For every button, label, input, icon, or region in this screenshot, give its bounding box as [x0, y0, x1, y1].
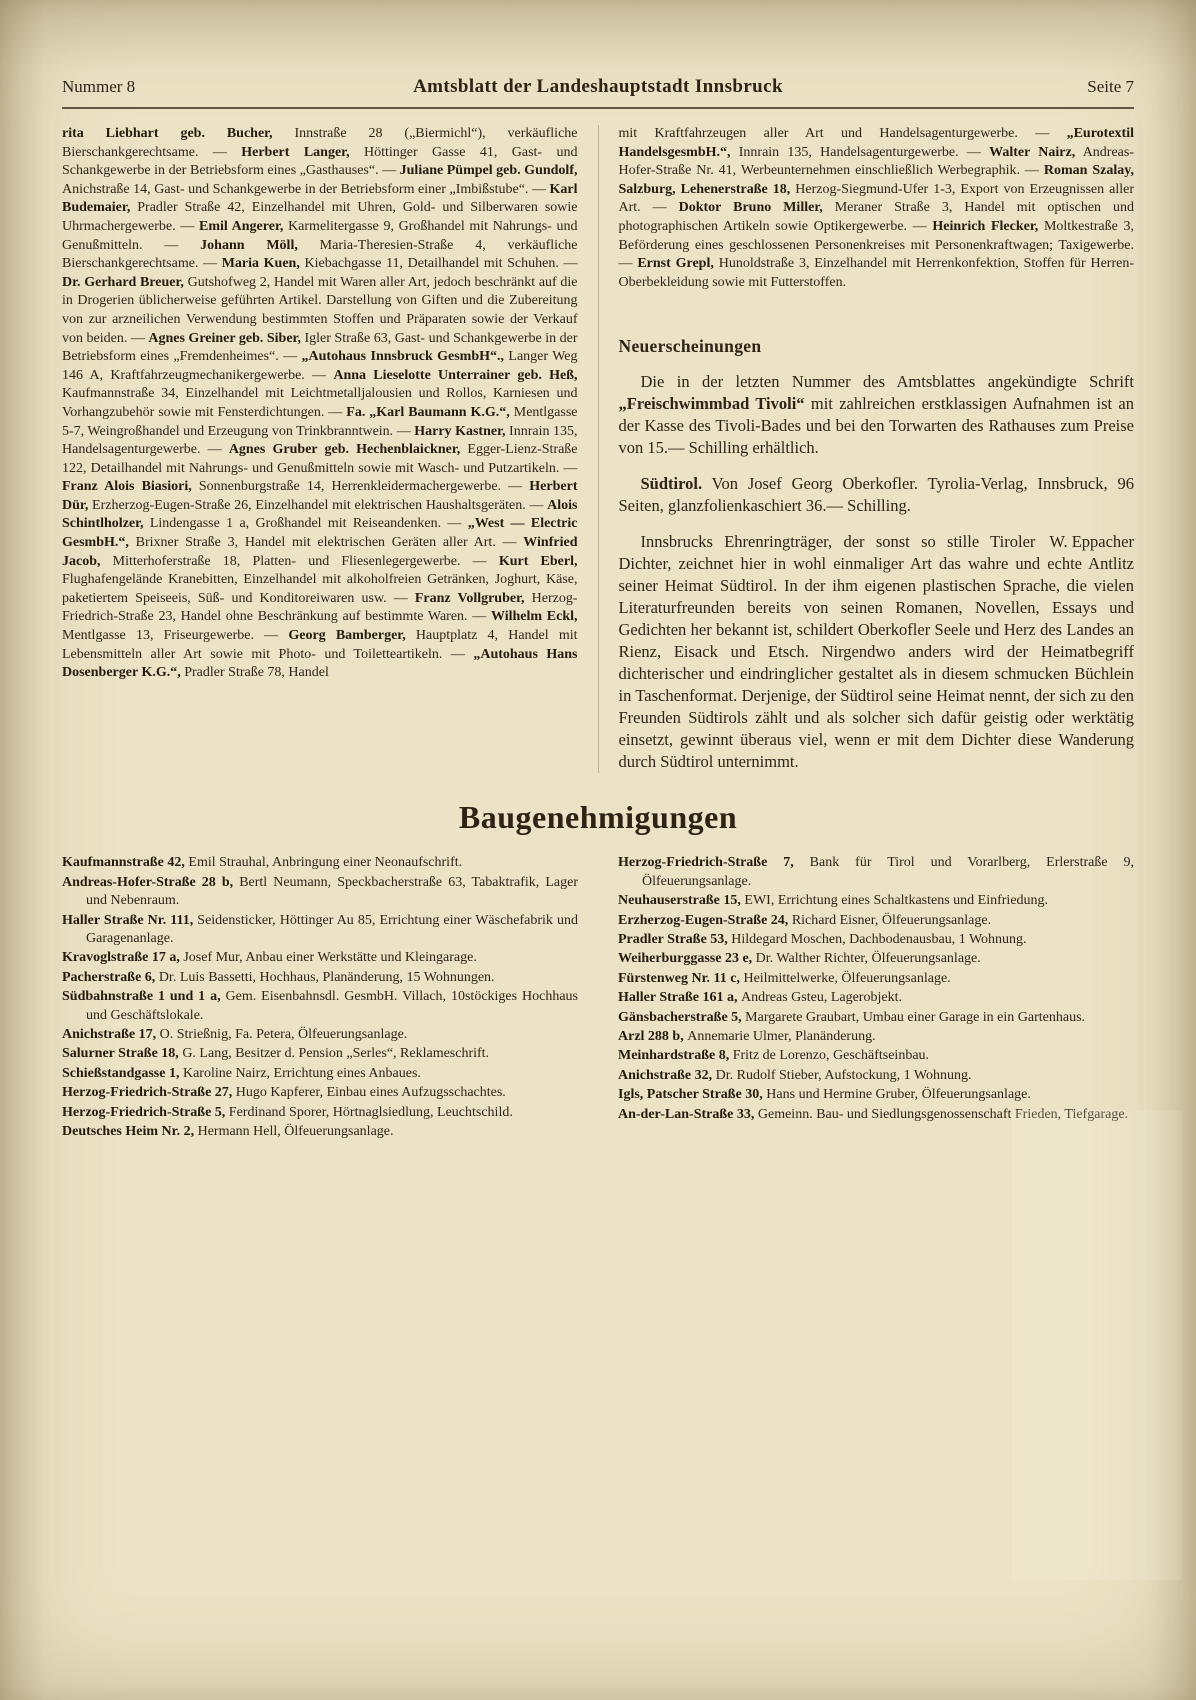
permit-description: Seidensticker, Höttinger Au 85, Errichtung einer Wäschefabrik und Garagenanlage. [86, 912, 578, 946]
entry-text: Herzog-Friedrich-Straße 23, Handel ohne Beschränkung auf bestimmte Waren. — [62, 590, 578, 625]
entry-name: „Eurotextil HandelsgesmbH.“, [618, 126, 1134, 160]
entry-name: Ernst Grepl, [637, 256, 714, 272]
entry-text: Karmelitergasse 9, Großhandel mit Nahrungs- und Genußmitteln. — [62, 218, 578, 253]
book-review [619, 531, 1135, 773]
entry-name: Franz Vollgruber, [414, 590, 525, 606]
masthead [62, 76, 1134, 98]
permit-description: Karoline Nairz, Errichtung eines Anbaues. [182, 1065, 421, 1081]
entry-text: Andreas-Hofer-Straße Nr. 41, Werbeunternehmen einschließlich Werbegraphik. — [618, 144, 1135, 179]
permits-right-column [598, 854, 1134, 1142]
permit-item [618, 854, 1134, 891]
entry-name: Agnes Gruber geb. Hechenblaickner, [228, 442, 461, 458]
entry-name: Heinrich Flecker, [932, 218, 1039, 234]
entry-name: Roman Szalay, Salzburg, Lehenerstraße 18, [618, 163, 1134, 197]
entry-text: Von Josef Georg Oberkofler. Tyrolia-Verlag, Innsbruck, 96 Seiten, glanzfolienkaschiert 36.— Schilling. [618, 474, 1134, 516]
entry-text: Flughafengelände Kranebitten, Einzelhandel mit alkoholfreien Getränken, Joghurt, Käse, paketiertem Speiseeis, Süß- und Konditoreiwaren usw. — [62, 572, 578, 606]
entry-text: Innstraße 28 („Biermichl“), verkäufliche Bierschankgerechtsame. — [62, 126, 578, 160]
entry-name: Fa. „Karl Baumann K.G.“, [346, 404, 510, 420]
permit-address: Haller Straße Nr. 111, [62, 912, 198, 928]
permit-item [62, 1104, 578, 1122]
entry-name: Dr. Gerhard Breuer, [62, 274, 184, 290]
permit-item [618, 989, 1134, 1007]
permit-description: EWI, Errichtung eines Schaltkastens und Einfriedung. [744, 893, 1049, 909]
baugenehmigungen-heading: Baugenehmigungen [458, 799, 738, 836]
page-number: Seite 7 [1087, 77, 1134, 96]
permit-address: Anichstraße 17, [62, 1027, 160, 1042]
entry-name: Südtirol. [640, 474, 703, 494]
entry-text: Lindengasse 1 a, Großhandel mit Reiseandenken. — [143, 516, 468, 532]
permit-address: Arzl 288 b, [618, 1029, 688, 1044]
permit-description: Dr. Luis Bassetti, Hochhaus, Planänderung, 15 Wohnungen. [158, 969, 495, 985]
issue-number: Nummer 8 [62, 77, 136, 96]
permit-item [62, 1123, 578, 1141]
entry-name: Johann Möll, [200, 237, 298, 253]
entry-text: Innrain 135, Handelsagenturgewerbe. — [62, 423, 578, 458]
permit-item [62, 1026, 578, 1044]
permit-item [618, 1106, 1134, 1124]
entry-text: Kaufmannstraße 34, Einzelhandel mit Leichtmetalljalousien und Rollos, Karniesen und Vorhangzubehör sowie mit Fensterdichtungen. — [62, 386, 578, 420]
permit-item [618, 970, 1134, 988]
permit-item [618, 1047, 1134, 1065]
entry-name: Harry Kastner, [414, 423, 506, 439]
scan-artifact [1012, 1110, 1182, 1580]
permit-address: Gänsbacherstraße 5, [618, 1009, 746, 1025]
permit-address: Kravoglstraße 17 a, [62, 950, 184, 966]
entry-text: mit Kraftfahrzeugen aller Art und Handelsagenturgewerbe. — [618, 126, 1067, 141]
permit-address: Erzherzog-Eugen-Straße 24, [618, 912, 792, 928]
permit-description: Hildegard Moschen, Dachbodenausbau, 1 Wohnung. [731, 931, 1027, 947]
permit-item [618, 1067, 1134, 1085]
entry-text: Hunoldstraße 3, Einzelhandel mit Herrenkonfektion, Stoffen für Herren-Oberbekleidung sowie mit Futterstoffen. [618, 256, 1135, 290]
entry-text: Mentlgasse 5-7, Weingroßhandel und Erzeugung von Trinkbranntwein. — [62, 404, 578, 439]
masthead-rule [62, 107, 1134, 109]
permit-item [62, 949, 578, 967]
permit-item [62, 1084, 578, 1102]
entry-name: „West — Electric GesmbH.“, [62, 516, 578, 551]
entry-text: Hauptplatz 4, Handel mit Lebensmitteln aller Art sowie mit Photo- und Toiletteartikeln. — [62, 628, 578, 662]
entry-name: Winfried Jacob, [62, 535, 578, 569]
permit-description: G. Lang, Besitzer d. Pension „Serles“, Reklameschrift. [182, 1046, 490, 1062]
entry-name: „Autohaus Hans Dosenberger K.G.“, [62, 646, 578, 681]
entry-text: Erzherzog-Eugen-Straße 26, Einzelhandel mit elektrischen Haushaltsgeräten. — [88, 497, 548, 513]
entry-text: Igler Straße 63, Gast- und Schankgewerbe in der Betriebsform eines „Fremdenheimes“. — [62, 330, 578, 365]
registrations-text-left [62, 125, 578, 683]
entry-text: Höttinger Gasse 41, Gast- und Schankgewerbe in der Betriebsform eines „Gasthauses“. — [62, 144, 578, 179]
permit-address: Herzog-Friedrich-Straße 7, [618, 855, 810, 871]
permit-description: Fritz de Lorenzo, Geschäftseinbau. [732, 1048, 930, 1064]
entry-text: Pradler Straße 78, Handel [180, 665, 329, 681]
registrations-text-right [619, 125, 1135, 292]
entry-text: Brixner Straße 3, Handel mit elektrischen Geräten aller Art. — [128, 535, 524, 551]
entry-text: Kiebachgasse 11, Detailhandel mit Schuhen. — [299, 256, 578, 272]
review-author: W. Eppacher [1049, 532, 1134, 552]
permit-address: Deutsches Heim Nr. 2, [62, 1124, 198, 1140]
permit-description: Dr. Rudolf Stieber, Aufstockung, 1 Wohnung. [715, 1067, 972, 1083]
entry-text: Moltkestraße 3, Beförderung eines geschlossenen Personenkreises mit Personenkraftwagen; Taxigewerbe. — [618, 218, 1134, 272]
right-column [598, 125, 1135, 773]
entry-name: Anna Lieselotte Unterrainer geb. Heß, [333, 367, 578, 383]
permit-address: Neuhauserstraße 15, [618, 893, 745, 909]
entry-name: „Freischwimmbad Tivoli“ [618, 394, 805, 414]
permit-address: Südbahnstraße 1 und 1 a, [62, 989, 226, 1005]
entry-name: Kurt Eberl, [498, 553, 578, 569]
entry-name: Maria Kuen, [221, 256, 300, 272]
permit-item [62, 988, 578, 1025]
entry-name: Agnes Greiner geb. Siber, [148, 330, 301, 346]
entry-text: Innsbrucks Ehrenringträger, der sonst so stille Tiroler Dichter, zeichnet hier in wohl einmaliger Art das wahre und echte Antlitz seiner Heimat Südtirol. In der ihm eigenen plastischen Sprache, die vielen Literaturfreunden bereits von seinen Romanen, Novellen, Essays und Gedichten her bekannt ist, schildert Oberkofler Seele und Herz des Landes an Rienz, Eisack und Etsch. Nirgendwo anders wird der Heimatbegriff dichterischer und eindringlicher gestaltet als in diesem schmucken Büchlein in Taschenformat. Derjenige, der Südtirol seine Heimat nennt, der sich zu den Freunden Südtirols zählt und als solcher sich dafür geistig oder werktätig einsetzt, gewinnt überaus viel, wenn er mit dem Dichter diese Wanderung durch Südtirol unternimmt. [618, 532, 1134, 772]
entry-text: Mitterhoferstraße 18, Platten- und Fliesenlegergewerbe. — [100, 553, 499, 569]
permit-item [62, 912, 578, 949]
entry-text: Anichstraße 14, Gast- und Schankgewerbe in der Betriebsform einer „Imbißstube“. — [62, 181, 550, 197]
permit-description: Heilmittelwerke, Ölfeuerungsanlage. [743, 970, 951, 986]
entry-name: Doktor Bruno Miller, [678, 200, 823, 216]
entry-name: Georg Bamberger, [288, 628, 406, 644]
permit-address: Herzog-Friedrich-Straße 27, [62, 1085, 236, 1101]
permit-description: Richard Eisner, Ölfeuerungsanlage. [791, 912, 992, 928]
entry-name: Alois Schintlholzer, [62, 497, 578, 532]
permit-description: Annemarie Ulmer, Planänderung. [687, 1029, 876, 1044]
permit-description: Margarete Graubart, Umbau einer Garage in ein Gartenhaus. [745, 1009, 1086, 1025]
permit-item [618, 912, 1134, 930]
permit-item [618, 950, 1134, 968]
baugenehmigungen-section [62, 854, 1134, 1142]
permit-description: Gem. Eisenbahnsdl. GesmbH. Villach, 10stöckiges Hochhaus und Geschäftslokale. [86, 989, 578, 1023]
permit-item [618, 1009, 1134, 1027]
registrations-left-column [62, 125, 598, 773]
permit-description: Bank für Tirol und Vorarlberg, Erlerstraße 9, Ölfeuerungsanlage. [642, 855, 1134, 889]
permit-description: Emil Strauhal, Anbringung einer Neonaufschrift. [188, 855, 463, 871]
permit-address: Weiherburggasse 23 e, [618, 951, 756, 967]
entry-name: Wilhelm Eckl, [490, 609, 578, 625]
permit-address: Meinhardstraße 8, [618, 1048, 733, 1064]
masthead-title: Amtsblatt der Landeshauptstadt Innsbruck [413, 76, 783, 97]
permit-description: Dr. Walther Richter, Ölfeuerungsanlage. [755, 951, 981, 967]
permit-address: An-der-Lan-Straße 33, [618, 1106, 758, 1122]
entry-text: mit zahlreichen erstklassigen Aufnahmen ist an der Kasse des Tivoli-Bades und bei den Torwarten des Rathauses zum Preise von 15.— Schilling erhältlich. [618, 394, 1134, 458]
entry-text: Pradler Straße 42, Einzelhandel mit Uhren, Gold- und Silberwaren sowie Uhrmachergewerbe. — [62, 200, 578, 234]
entry-text: Meraner Straße 3, Handel mit optischen und photographischen Artikeln sowie Optikergewerbe. — [618, 200, 1135, 234]
entry-text: Langer Weg 146 A, Kraftfahrzeugmechanikergewerbe. — [62, 349, 578, 383]
permit-item [618, 892, 1134, 910]
registrations-section [62, 125, 1134, 773]
entry-name: Franz Alois Biasiori, [62, 479, 192, 495]
entry-name: „Autohaus Innsbruck GesmbH“., [301, 349, 505, 365]
permit-address: Herzog-Friedrich-Straße 5, [62, 1104, 229, 1120]
entry-text: Maria-Theresien-Straße 4, verkäufliche Bierschankgerechtsame. — [62, 237, 578, 272]
entry-name: Walter Nairz, [989, 144, 1076, 160]
entry-name: Karl Budemaier, [62, 181, 578, 216]
entry-name: Herbert Langer, [241, 144, 350, 160]
permit-description: O. Strießnig, Fa. Petera, Ölfeuerungsanlage. [159, 1027, 408, 1042]
permit-address: Andreas-Hofer-Straße 28 b, [62, 874, 240, 890]
review-text [619, 532, 1135, 771]
permit-address: Fürstenweg Nr. 11 c, [618, 970, 744, 986]
entry-text: Gutshofweg 2, Handel mit Waren aller Art, jedoch beschränkt auf die in Drogerien üblicherweise geführten Artikel. Darstellung von Giften und die Zubereitung von zur arzneilichen Verwendung bestimmten Stoffen und Präparaten sowie der Verkauf von beiden. — [62, 274, 578, 346]
permit-address: Pacherstraße 6, [62, 969, 159, 985]
permit-address: Salurner Straße 18, [62, 1046, 183, 1062]
tivoli-announcement [619, 371, 1135, 459]
permit-address: Schießstandgasse 1, [62, 1065, 183, 1081]
entry-text: Herzog-Siegmund-Ufer 1-3, Export von Erzeugnissen aller Art. — [618, 181, 1134, 216]
entry-text: Innrain 135, Handelsagenturgewerbe. — [730, 144, 990, 160]
permit-description: Josef Mur, Anbau einer Werkstätte und Kleingarage. [183, 950, 477, 966]
permit-description: Ferdinand Sporer, Hörtnaglsiedlung, Leuchtschild. [228, 1104, 513, 1120]
permit-description: Hugo Kapferer, Einbau eines Aufzugsschachtes. [235, 1085, 506, 1101]
entry-name: rita Liebhart geb. Bucher, [62, 126, 273, 141]
entry-name: Emil Angerer, [198, 218, 284, 234]
permit-address: Haller Straße 161 a, [618, 990, 742, 1006]
entry-name: Herbert Dür, [62, 479, 578, 513]
entry-text: Die in der letzten Nummer des Amtsblattes angekündigte Schrift [640, 372, 1134, 392]
permit-description: Gemeinn. Bau- und Siedlungsgenossenschaft Frieden, Tiefgarage. [757, 1106, 1129, 1122]
permit-address: Pradler Straße 53, [618, 931, 732, 947]
permit-item [62, 854, 578, 872]
permit-description: Andreas Gsteu, Lagerobjekt. [741, 990, 902, 1006]
entry-text: Sonnenburgstraße 14, Herrenkleidermachergewerbe. — [191, 479, 530, 495]
permit-description: Bertl Neumann, Speckbacherstraße 63, Tabaktrafik, Lager und Nebenraum. [86, 874, 578, 909]
permit-item [62, 874, 578, 911]
permit-item [62, 969, 578, 987]
permit-item [618, 931, 1134, 949]
permit-item [618, 1028, 1134, 1046]
permit-address: Kaufmannstraße 42, [62, 855, 189, 871]
entry-text: Egger-Lienz-Straße 122, Detailhandel mit Nahrungs- und Genußmitteln sowie mit Wasch- und Putzartikeln. — [62, 442, 578, 476]
neuerscheinungen-heading: Neuerscheinungen [618, 336, 762, 357]
permit-description: Hans und Hermine Gruber, Ölfeuerungsanlage. [766, 1087, 1031, 1103]
permit-description: Hermann Hell, Ölfeuerungsanlage. [197, 1124, 394, 1140]
entry-name: Juliane Pümpel geb. Gundolf, [399, 163, 578, 179]
permit-item [62, 1045, 578, 1063]
entry-text: Mentlgasse 13, Friseurgewerbe. — [62, 628, 289, 644]
permit-item [618, 1086, 1134, 1104]
permit-address: Anichstraße 32, [618, 1067, 716, 1083]
permit-item [62, 1065, 578, 1083]
permits-left-column [62, 854, 598, 1142]
book-entry [619, 473, 1135, 517]
permit-address: Igls, Patscher Straße 30, [618, 1087, 767, 1103]
